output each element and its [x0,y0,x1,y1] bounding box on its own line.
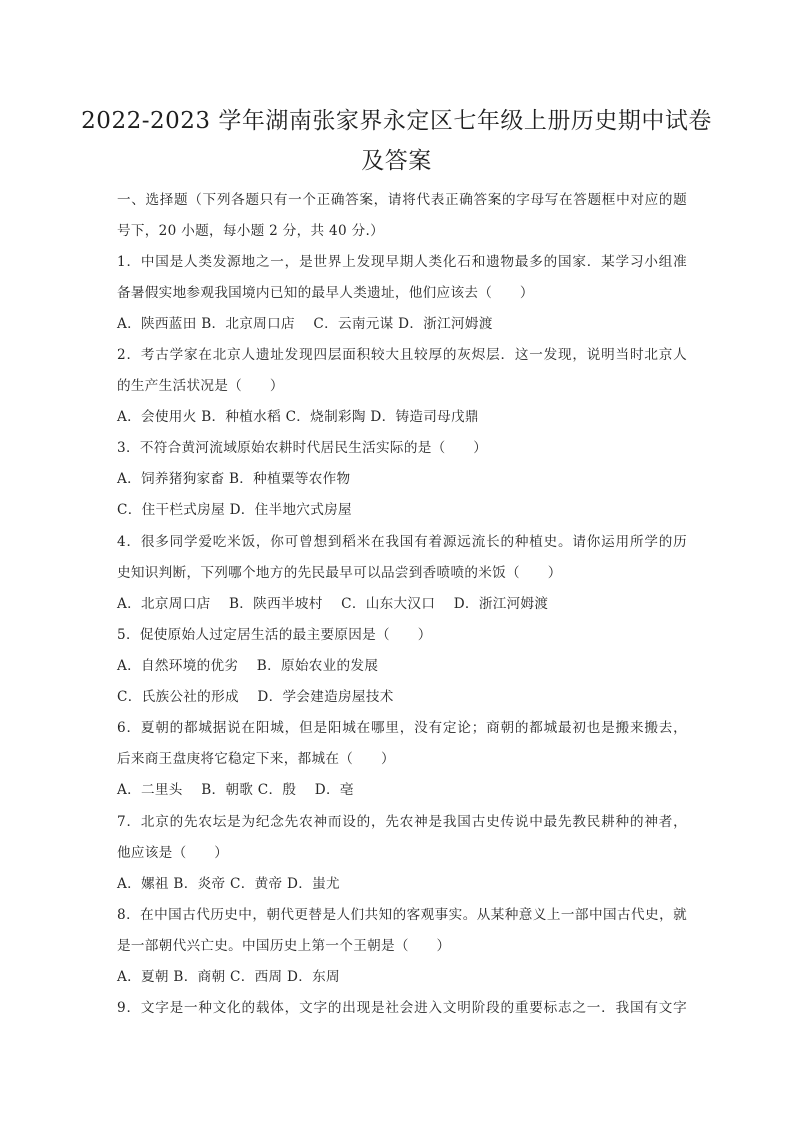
question-7-options: A．嫘祖 B．炎帝 C．黄帝 D．蚩尤 [117,876,340,892]
question-4-stem-continued: 史知识判断，下列哪个地方的先民最早可以品尝到香喷喷的米饭（ ） [117,565,562,581]
question-5-options-continued: C．氏族公社的形成 D．学会建造房屋技术 [117,689,394,705]
question-4-options: A．北京周口店 B．陕西半坡村 C．山东大汉口 D．浙江河姆渡 [117,596,549,612]
question-6-stem-continued: 后来商王盘庚将它稳定下来，都城在（ ） [117,751,395,767]
question-3-stem: 3．不符合黄河流域原始农耕时代居民生活实际的是（ ） [117,440,488,456]
question-2-stem: 2．考古学家在北京人遗址发现四层面积较大且较厚的灰烬层．这一发现，说明当时北京人 [117,347,687,363]
question-7-stem-continued: 他应该是（ ） [117,845,229,861]
question-6-stem: 6．夏朝的都城据说在阳城，但是阳城在哪里，没有定论；商朝的都城最初也是搬来搬去， [117,720,687,736]
section-instructions: 一、选择题（下列各题只有一个正确答案，请将代表正确答案的字母写在答题框中对应的题 [117,192,687,208]
question-4-stem: 4．很多同学爱吃米饭，你可曾想到稻米在我国有着源远流长的种植史。请你运用所学的历 [117,534,687,550]
section-instructions-continued: 号下，20 小题，每小题 2 分，共 40 分.） [117,223,384,239]
question-9-stem: 9．文字是一种文化的载体，文字的出现是社会进入文明阶段的重要标志之一．我国有文字 [117,1000,687,1016]
question-3-options: A．饲养猪狗家畜 B．种植粟等农作物 [117,471,351,487]
question-8-stem-continued: 是一部朝代兴亡史。中国历史上第一个王朝是（ ） [117,938,451,954]
question-5-options: A．自然环境的优劣 B．原始农业的发展 [117,658,379,674]
question-2-stem-continued: 的生产生活状况是（ ） [117,378,284,394]
question-6-options: A．二里头 B．朝歌 C．殷 D．亳 [117,782,354,798]
document-title: 2022-2023 学年湖南张家界永定区七年级上册历史期中试卷 [81,108,712,134]
question-3-options-continued: C．住干栏式房屋 D．住半地穴式房屋 [117,502,352,518]
question-8-stem: 8．在中国古代历史中，朝代更替是人们共知的客观事实。从某种意义上一部中国古代史，就 [117,907,687,923]
question-8-options: A．夏朝 B．商朝 C．西周 D．东周 [117,969,340,985]
question-1-stem-continued: 备暑假实地参观我国境内已知的最早人类遗址，他们应该去（ ） [117,285,534,301]
question-1-options: A．陕西蓝田 B．北京周口店 C．云南元谋 D．浙江河姆渡 [117,316,493,332]
question-5-stem: 5．促使原始人过定居生活的最主要原因是（ ） [117,627,432,643]
question-1-stem: 1．中国是人类发源地之一，是世界上发现早期人类化石和遗物最多的国家．某学习小组准 [117,254,687,270]
question-2-options: A．会使用火 B．种植水稻 C．烧制彩陶 D．铸造司母戊鼎 [117,409,479,425]
document-title-continued: 及答案 [361,148,432,174]
question-7-stem: 7．北京的先农坛是为纪念先农神而设的，先农神是我国古史传说中最先教民耕种的神者， [117,814,687,830]
